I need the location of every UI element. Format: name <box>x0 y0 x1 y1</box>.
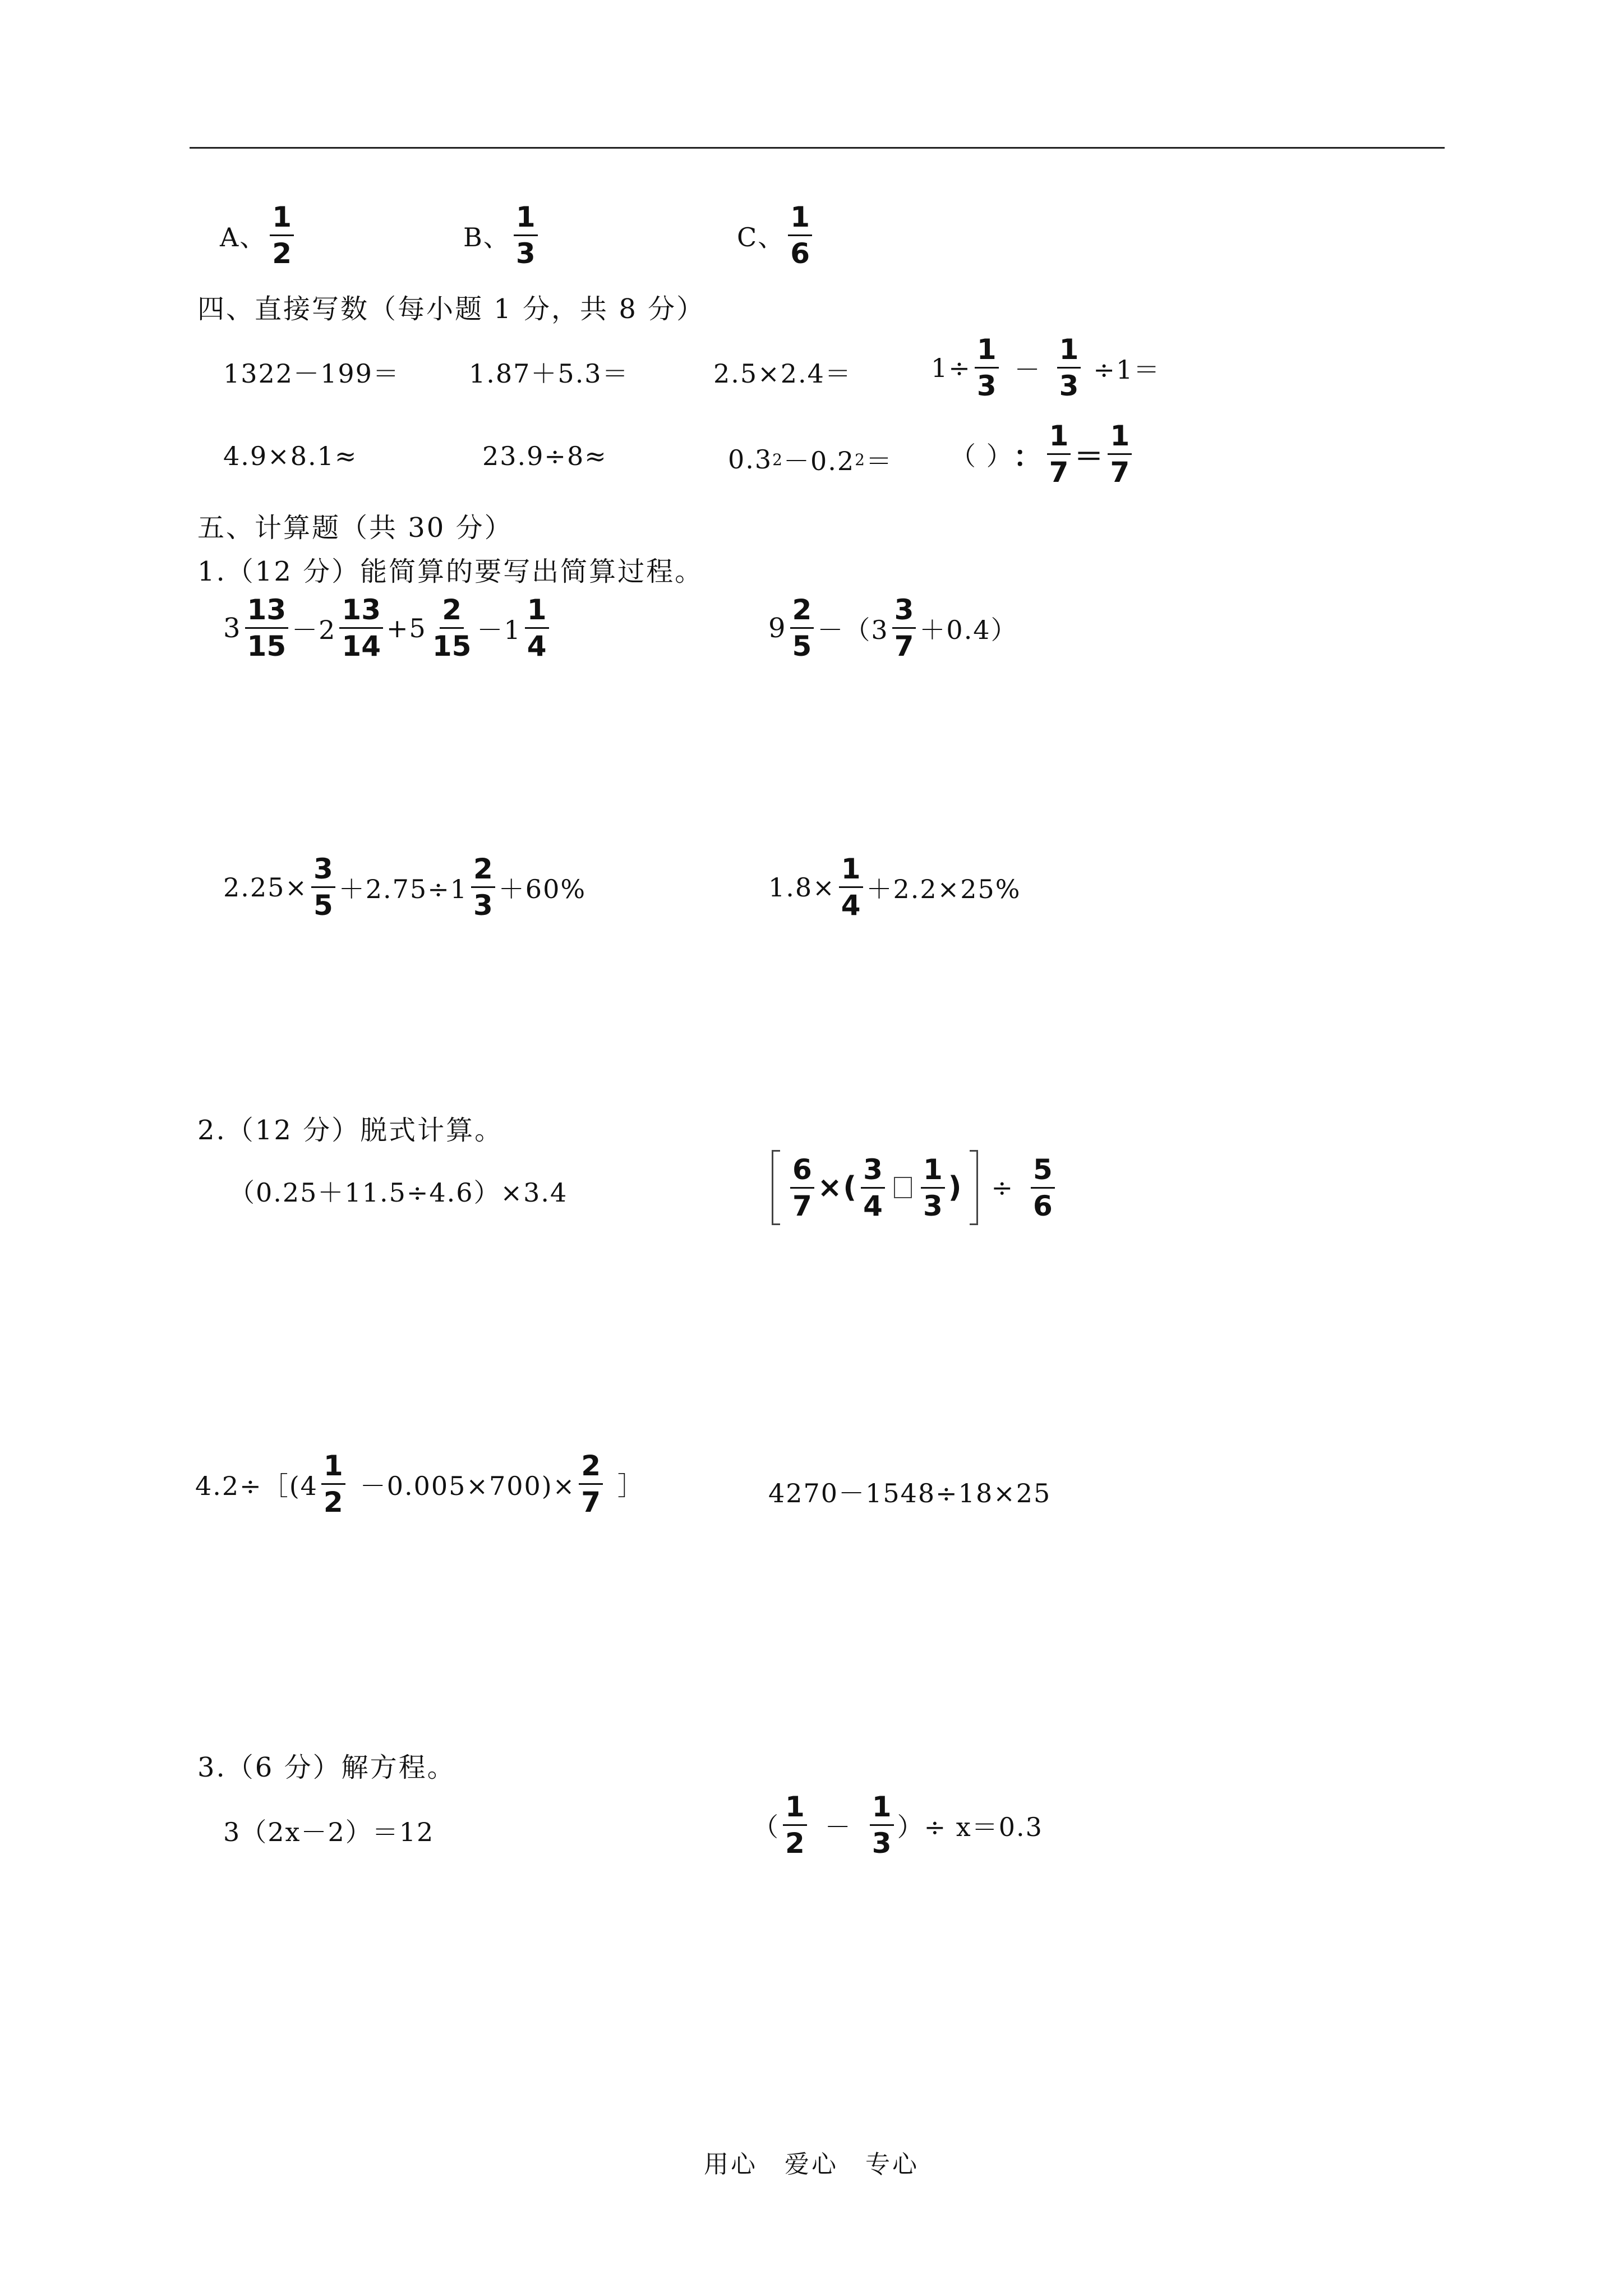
question3-title: 3.（6 分）解方程。 <box>197 1752 456 1783</box>
fraction: $\frac{2}{7}$ <box>579 1452 603 1516</box>
choice-a: A、 $\frac{1}{2}$ <box>220 203 297 268</box>
expression-2: 9 $\frac{2}{5}$ －（3 $\frac{3}{7}$ ＋0.4） <box>768 593 1018 662</box>
blank-box <box>894 1177 912 1198</box>
fraction: $\frac{3}{7}$ <box>892 596 916 660</box>
fraction: $\frac{1}{2}$ <box>783 1793 807 1857</box>
fraction: $\frac{13}{15}$ <box>245 596 289 660</box>
problem-8: （ ） ： $\frac{1}{7}$ ＝ $\frac{1}{7}$ <box>950 422 1135 486</box>
expression-1: 3 $\frac{13}{15}$ －2 $\frac{13}{14}$ +5 $\frac{2}{15}$ －1 $\frac{1}{4}$ <box>223 596 552 660</box>
expression-8: 4270－1548÷18×25 <box>768 1478 1052 1508</box>
choice-b: B、 $\frac{1}{3}$ <box>463 203 541 268</box>
section4-title: 四、直接写数（每小题 1 分，共 8 分） <box>197 293 706 325</box>
fraction: $\frac{1}{3}$ <box>921 1156 945 1220</box>
fraction: $\frac{1}{4}$ <box>525 596 549 660</box>
choice-c: C、 $\frac{1}{6}$ <box>737 203 815 268</box>
question1-title: 1.（12 分）能简算的要写出简算过程。 <box>197 556 704 587</box>
expression-4: 1.8× $\frac{1}{4}$ ＋2.2×25% <box>768 853 1021 922</box>
fraction: $\frac{2}{5}$ <box>790 596 814 660</box>
problem-7: 0.3 2 －0.2 2 ＝ <box>728 444 893 476</box>
equation-1: 3（2x－2）＝12 <box>223 1817 435 1847</box>
fraction: $\frac{2}{15}$ <box>432 593 472 662</box>
fraction: $\frac{1}{4}$ <box>839 855 863 919</box>
left-bracket <box>772 1150 780 1225</box>
problem-4: 1÷ $\frac{1}{3}$ － $\frac{1}{3}$ ÷1＝ <box>931 333 1161 402</box>
fraction: $\frac{1}{6}$ <box>788 203 812 268</box>
fraction: $\frac{5}{6}$ <box>1031 1156 1055 1220</box>
fraction: $\frac{1}{3}$ <box>1057 335 1081 400</box>
expression-5: （0.25＋11.5÷4.6）×3.4 <box>229 1177 568 1208</box>
problem-6: 23.9÷8≈ <box>482 441 607 471</box>
problem-1: 1322－199＝ <box>223 358 400 389</box>
fraction: $\frac{1}{7}$ <box>1047 422 1071 486</box>
fraction: $\frac{1}{3}$ <box>975 335 999 400</box>
fraction: $\frac{3}{5}$ <box>311 855 335 919</box>
fraction: $\frac{1}{3}$ <box>514 203 538 268</box>
expression-3: 2.25× $\frac{3}{5}$ ＋2.75÷1 $\frac{2}{3}$ ＋60% <box>223 853 587 922</box>
header-rule <box>190 147 1445 149</box>
problem-2: 1.87＋5.3＝ <box>469 358 629 389</box>
right-bracket <box>970 1150 978 1225</box>
expression-6: $\frac{6}{7}$ ×( $\frac{3}{4}$ $\frac{1}{3}$ ) ÷ $\frac{5}{6}$ <box>772 1150 1058 1225</box>
fraction: $\frac{1}{2}$ <box>321 1452 345 1516</box>
section5-title: 五、计算题（共 30 分） <box>197 512 513 544</box>
fraction: $\frac{1}{7}$ <box>1108 422 1132 486</box>
problem-3: 2.5×2.4＝ <box>713 358 852 389</box>
fraction: $\frac{1}{2}$ <box>270 203 294 268</box>
expression-7: 4.2÷［(4 $\frac{1}{2}$ －0.005×700)× $\frac{2}{7}$ ］ <box>195 1450 645 1519</box>
problem-5: 4.9×8.1≈ <box>223 441 358 471</box>
equation-2: （ $\frac{1}{2}$ － $\frac{1}{3}$ ）÷ x＝0.3 <box>753 1791 1043 1860</box>
fraction: $\frac{13}{14}$ <box>339 596 383 660</box>
question2-title: 2.（12 分）脱式计算。 <box>197 1115 504 1146</box>
page-footer: 用心 爱心 专心 <box>704 2150 919 2179</box>
fraction: $\frac{1}{3}$ <box>870 1793 894 1857</box>
fraction: $\frac{6}{7}$ <box>790 1156 814 1220</box>
fraction: $\frac{3}{4}$ <box>861 1156 885 1220</box>
fraction: $\frac{2}{3}$ <box>471 855 495 919</box>
